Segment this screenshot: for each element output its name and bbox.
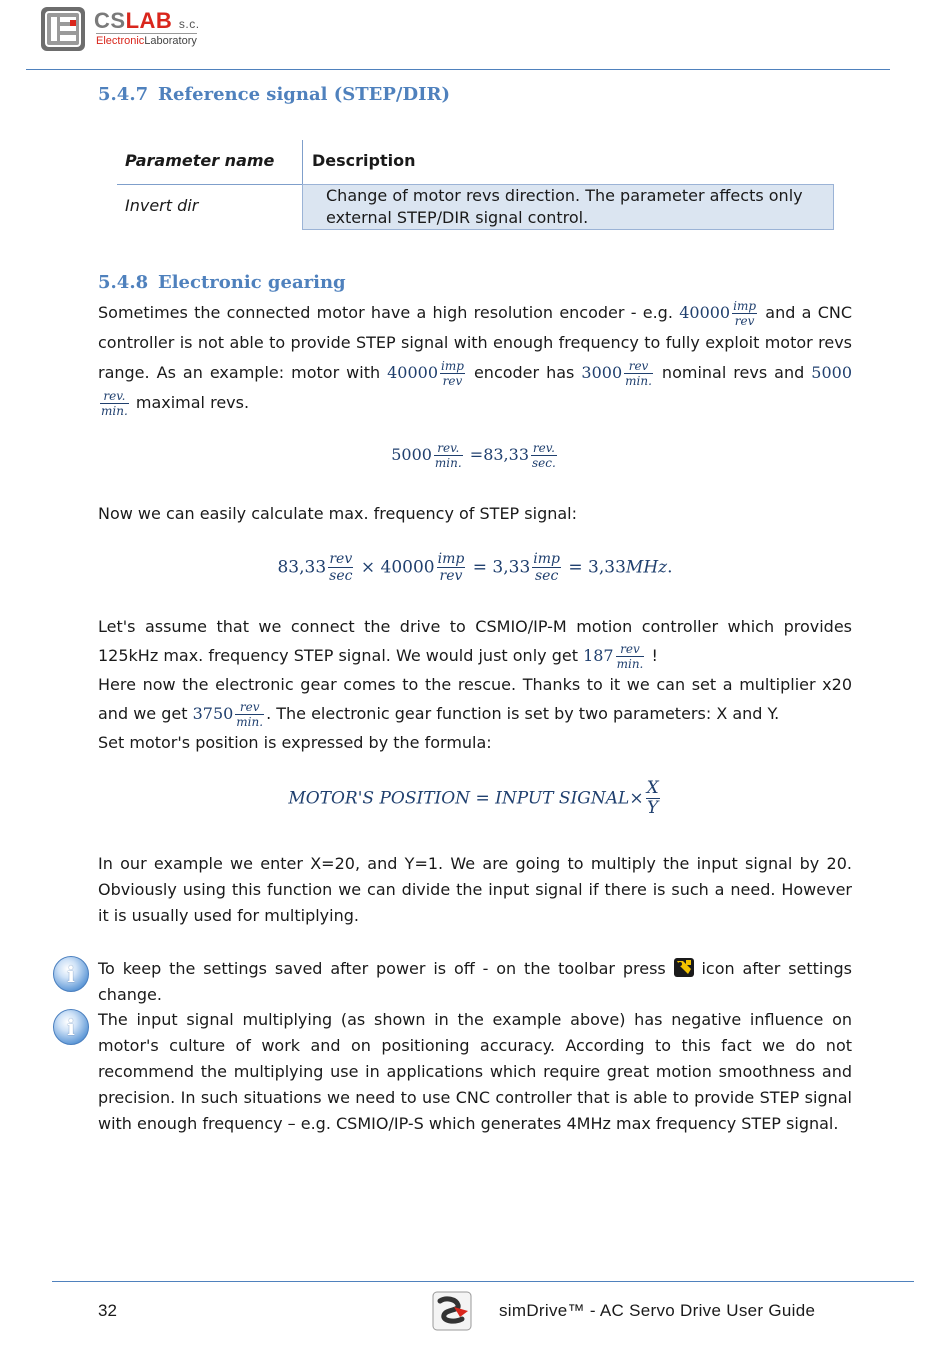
- eq-end: .: [667, 557, 673, 578]
- unit-den: min.: [101, 404, 128, 418]
- footer-title: simDrive™ - AC Servo Drive User Guide: [499, 1301, 816, 1320]
- unit-num: imp: [437, 551, 465, 567]
- text: maximal revs.: [135, 393, 250, 412]
- text: . The electronic gear function is set by two parameters: X and Y.: [266, 704, 780, 723]
- unit-den: sec: [329, 568, 353, 584]
- info-glyph: i: [67, 962, 75, 987]
- footer-rule: [52, 1281, 914, 1282]
- eq-number: 83,33: [483, 445, 529, 464]
- note-multiplying: The input signal multiplying (as shown in the example above) has negative influence on motor's culture of work and on positioning accuracy. According to this fact we do not recommend the multiplying use in applications which require great motion smoothness and precision. In such situations we need to use CNC controller that is able to provide STEP signal with enough frequency – e.g. CSMIO/IP-S which generates 4MHz max frequency STEP signal.: [98, 1010, 852, 1133]
- eq-unit: MHz: [625, 557, 668, 578]
- eq-sign: ×: [360, 557, 376, 578]
- eq-sign: ×: [629, 788, 644, 809]
- unit-den: min.: [236, 715, 264, 729]
- logo-sc: s.c.: [178, 17, 200, 31]
- number: 3000: [581, 363, 623, 382]
- logo-laboratory: Laboratory: [144, 35, 197, 47]
- logo-cs: CS: [94, 8, 126, 33]
- unit-den: min.: [616, 657, 644, 671]
- section-number: 5.4.8: [98, 272, 149, 293]
- paragraph-intro: [98, 298, 852, 418]
- text: Here now the electronic gear comes to the rescue. Thanks to it we can set a multiplier x20 and we get: [98, 675, 852, 723]
- text: Let's assume that we connect the drive to CSMIO/IP-M motion controller which provides 125kHz max. frequency STEP signal. We would just only get: [98, 617, 852, 665]
- text: nominal revs and: [661, 363, 805, 382]
- section-title: Electronic gearing: [158, 272, 346, 293]
- info-icon: [53, 956, 89, 992]
- text: Set motor's position is expressed by the formula:: [98, 733, 492, 752]
- simdrive-logo-icon: [432, 1291, 472, 1331]
- paragraph-example: In our example we enter X=20, and Y=1. We are going to multiply the input signal by 20. Obviously using this function we can divide the input signal if there is such a need. However it is usually used for multiplying.: [98, 854, 852, 925]
- unit-num: imp: [441, 359, 464, 373]
- eq-rhs: INPUT SIGNAL: [495, 788, 630, 809]
- section-title: Reference signal (STEP/DIR): [158, 84, 450, 105]
- description-line-1: Change of motor revs direction. The parameter affects only: [326, 186, 803, 205]
- unit-den: rev: [734, 314, 755, 328]
- info-glyph: i: [67, 1015, 75, 1040]
- paragraph-frequency: Now we can easily calculate max. frequency of STEP signal:: [98, 504, 578, 523]
- header-logo: [40, 6, 220, 54]
- text: encoder has: [473, 363, 575, 382]
- save-settings-icon: [674, 958, 694, 977]
- eq-number: 3,33: [492, 557, 531, 578]
- text: !: [651, 646, 658, 665]
- unit-den: rev: [439, 568, 463, 584]
- eq-sign: =: [472, 557, 487, 578]
- table-cell-description: [302, 184, 834, 230]
- unit-num: rev: [616, 643, 645, 657]
- section-number: 5.4.7: [98, 84, 149, 105]
- unit-num: imp: [733, 299, 757, 313]
- table-header-name: Parameter name: [125, 151, 275, 170]
- equation-3: [0, 780, 950, 817]
- number: 5000: [811, 363, 853, 382]
- section-heading-548: [98, 272, 346, 293]
- number: 40000: [679, 303, 731, 322]
- unit-num: rev: [235, 701, 264, 715]
- number: 187: [583, 646, 614, 665]
- eq-den: Y: [647, 798, 659, 818]
- unit-den: sec: [534, 568, 559, 584]
- unit-num: rev.: [434, 442, 463, 456]
- eq-number: 5000: [391, 445, 432, 464]
- eq-sign: =: [475, 788, 490, 809]
- text: To keep the settings saved after power is off - on the toolbar press: [98, 959, 666, 978]
- eq-sign: =: [469, 445, 484, 464]
- paragraph-gear: [98, 612, 852, 757]
- text: As an example: motor with: [156, 363, 381, 382]
- description-line-2: external STEP/DIR signal control.: [326, 208, 589, 227]
- eq-sign: =: [568, 557, 583, 578]
- header-rule: [26, 69, 890, 70]
- logo-lab: LAB: [125, 8, 173, 33]
- number: 40000: [387, 363, 439, 382]
- info-icon: [53, 1009, 89, 1045]
- note-save-settings: [98, 956, 852, 1008]
- text: and a CNC controller is not able to provide STEP signal with enough frequency to fully exploit motor revs range.: [98, 303, 853, 382]
- unit-den: min.: [625, 374, 652, 388]
- table-header-description: Description: [312, 151, 416, 170]
- section-heading-547: [98, 84, 450, 105]
- eq-number: 83,33: [277, 557, 327, 578]
- equation-2: [0, 552, 950, 583]
- logo-electronic: Electronic: [96, 35, 145, 47]
- parameter-table: [117, 140, 834, 230]
- unit-den: sec.: [532, 456, 556, 470]
- cslab-logo-icon: [40, 6, 86, 52]
- page-number: 32: [98, 1301, 117, 1320]
- equation-1: [0, 442, 950, 469]
- unit-num: imp: [533, 551, 560, 567]
- unit-num: rev.: [100, 390, 129, 404]
- eq-lhs: MOTOR'S POSITION: [288, 788, 471, 809]
- number: 3750: [192, 704, 234, 723]
- unit-num: rev: [329, 551, 353, 567]
- unit-num: rev: [624, 360, 653, 374]
- text: Sometimes the connected motor have a high resolution encoder - e.g.: [98, 303, 673, 322]
- unit-den: rev: [442, 374, 463, 388]
- table-cell-name: Invert dir: [125, 196, 199, 215]
- text: icon after settings change.: [98, 959, 853, 1004]
- eq-number: 40000: [380, 557, 435, 578]
- eq-num: X: [646, 778, 659, 798]
- unit-den: min.: [434, 456, 462, 470]
- eq-number: 3,33: [588, 557, 626, 578]
- unit-num: rev.: [532, 441, 555, 455]
